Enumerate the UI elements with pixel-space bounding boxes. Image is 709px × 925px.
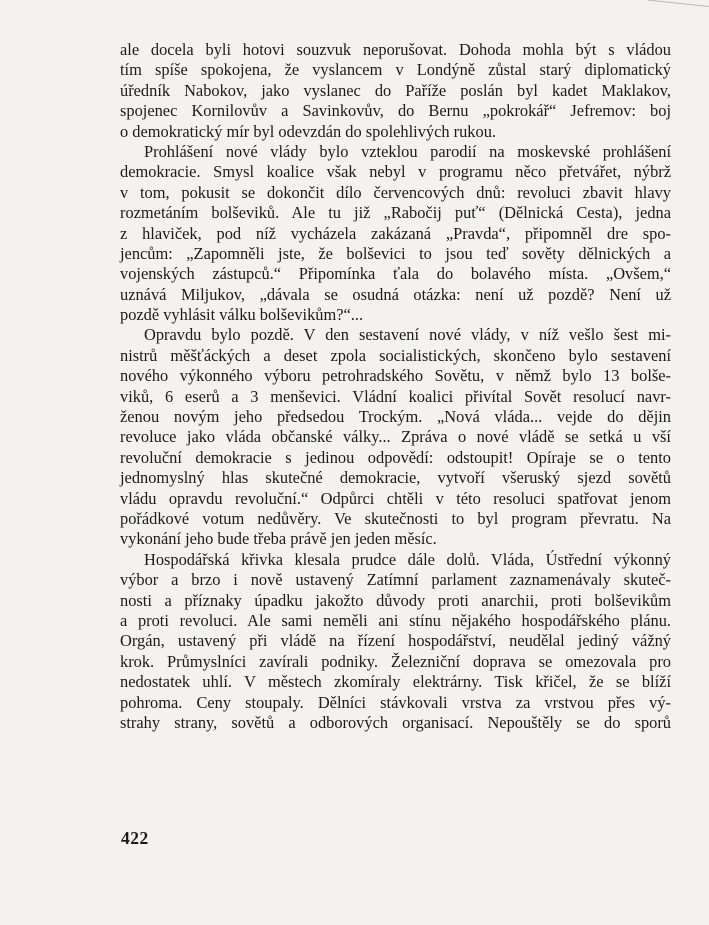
text-line-28: nosti a příznaky úpadku jakožto důvody proti anarchii, proti bolševikům xyxy=(120,590,671,610)
page-number: 422 xyxy=(121,828,149,848)
text-line-14: pozdě vyhlásit válku bolševikům?“... xyxy=(120,305,364,325)
text-line-17: nového výkonného výboru petrohradského Sovětu, v němž bylo 13 bolše- xyxy=(120,366,671,386)
text-line-6: Prohlášení nové vlády bylo vzteklou parodií na moskevské prohlášení xyxy=(144,141,671,161)
text-line-31: krok. Průmyslníci zavírali podniky. Železniční doprava se omezovala pro xyxy=(120,651,671,671)
text-line-13: uznává Miljukov, „dávala se osudná otázka: není už pozdě? Není už xyxy=(120,284,671,304)
text-line-30: Orgán, ustavený při vládě na řízení hospodářství, neudělal jediný vážný xyxy=(120,631,671,651)
text-line-3: úředník Nabokov, jako vyslanec do Paříže poslán byl kadet Maklakov, xyxy=(120,80,671,100)
text-line-10: z hlaviček, pod níž vycházela zakázaná „Pravda“, připomněl dre spo- xyxy=(120,223,671,243)
text-line-16: nistrů měšťáckých a deset zpola socialistických, skončeno bylo sestavení xyxy=(120,345,671,365)
text-line-4: spojenec Kornilovův a Savinkovův, do Bernu „pokrokář“ Jefremov: boj xyxy=(120,101,671,121)
text-line-18: viků, 6 eserů a 3 menševici. Vládní koalici přivítal Sovět resolucí navr- xyxy=(120,386,671,406)
text-line-8: v tom, pokusit se dokončit dílo červencových dnů: revoluci zbavit hlavy xyxy=(120,182,671,202)
text-line-24: pořádkové votum nedůvěry. Ve skutečnosti to byl program převratu. Na xyxy=(120,508,671,528)
body-text xyxy=(120,40,671,733)
text-line-26: Hospodářská křivka klesala prudce dále dolů. Vláda, Ústřední výkonný xyxy=(144,549,671,569)
text-line-21: revoluční demokracie s jedinou odpovědí: odstoupit! Opíraje se o tento xyxy=(120,447,671,467)
page-edge-mark xyxy=(647,0,709,7)
text-line-34: strahy strany, sovětů a odborových organisací. Nepouštěly se do sporů xyxy=(120,712,671,732)
text-line-2: tím spíše spokojena, že vyslancem v Londýně zůstal starý diplomatický xyxy=(120,60,671,80)
text-line-19: ženou novým jeho předsedou Trockým. „Nová vláda... vejde do dějin xyxy=(120,407,671,427)
text-line-25: vykonání jeho bude třeba právě jen jeden měsíc. xyxy=(120,529,437,549)
text-line-32: nedostatek uhlí. V městech zkomíraly elektrárny. Tisk křičel, že se blíží xyxy=(120,672,671,692)
text-line-23: vládu opravdu revoluční.“ Odpůrci chtěli v této resoluci spatřovat jenom xyxy=(120,488,671,508)
text-line-22: jednomyslný hlas skutečné demokracie, vytvoří všeruský sjezd sovětů xyxy=(120,468,671,488)
text-line-9: rozmetáním bolševiků. Ale tu již „Rabočij puť“ (Dělnická Cesta), jedna xyxy=(120,203,671,223)
text-line-1: ale docela byli hotovi souzvuk neporušovat. Dohoda mohla být s vládou xyxy=(120,40,671,59)
text-line-20: revoluce jako vláda občanské války... Zpráva o nové vládě se setká u vší xyxy=(120,427,671,447)
text-line-15: Opravdu bylo pozdě. V den sestavení nové vlády, v níž vešlo šest mi- xyxy=(144,325,671,345)
text-line-29: a proti revoluci. Ale sami neměli ani stínu nějakého hospodářského plánu. xyxy=(120,610,671,630)
text-line-5: o demokratický mír byl odevzdán do spolehlivých rukou. xyxy=(120,121,496,141)
text-line-11: jencům: „Zapomněli jste, že bolševici to jsou teď sověty dělnických a xyxy=(120,243,671,263)
text-line-7: demokracie. Smysl koalice však nebyl v programu něco přetvářet, nýbrž xyxy=(120,162,671,182)
text-line-27: výbor a brzo i nově ustavený Zatímní parlament zaznamenávaly skuteč- xyxy=(120,570,671,590)
text-line-33: pohroma. Ceny stoupaly. Dělníci stávkovali vrstva za vrstvou přes vý- xyxy=(120,692,671,712)
text-line-12: vojenských zástupců.“ Připomínka ťala do bolavého místa. „Ovšem,“ xyxy=(120,264,671,284)
